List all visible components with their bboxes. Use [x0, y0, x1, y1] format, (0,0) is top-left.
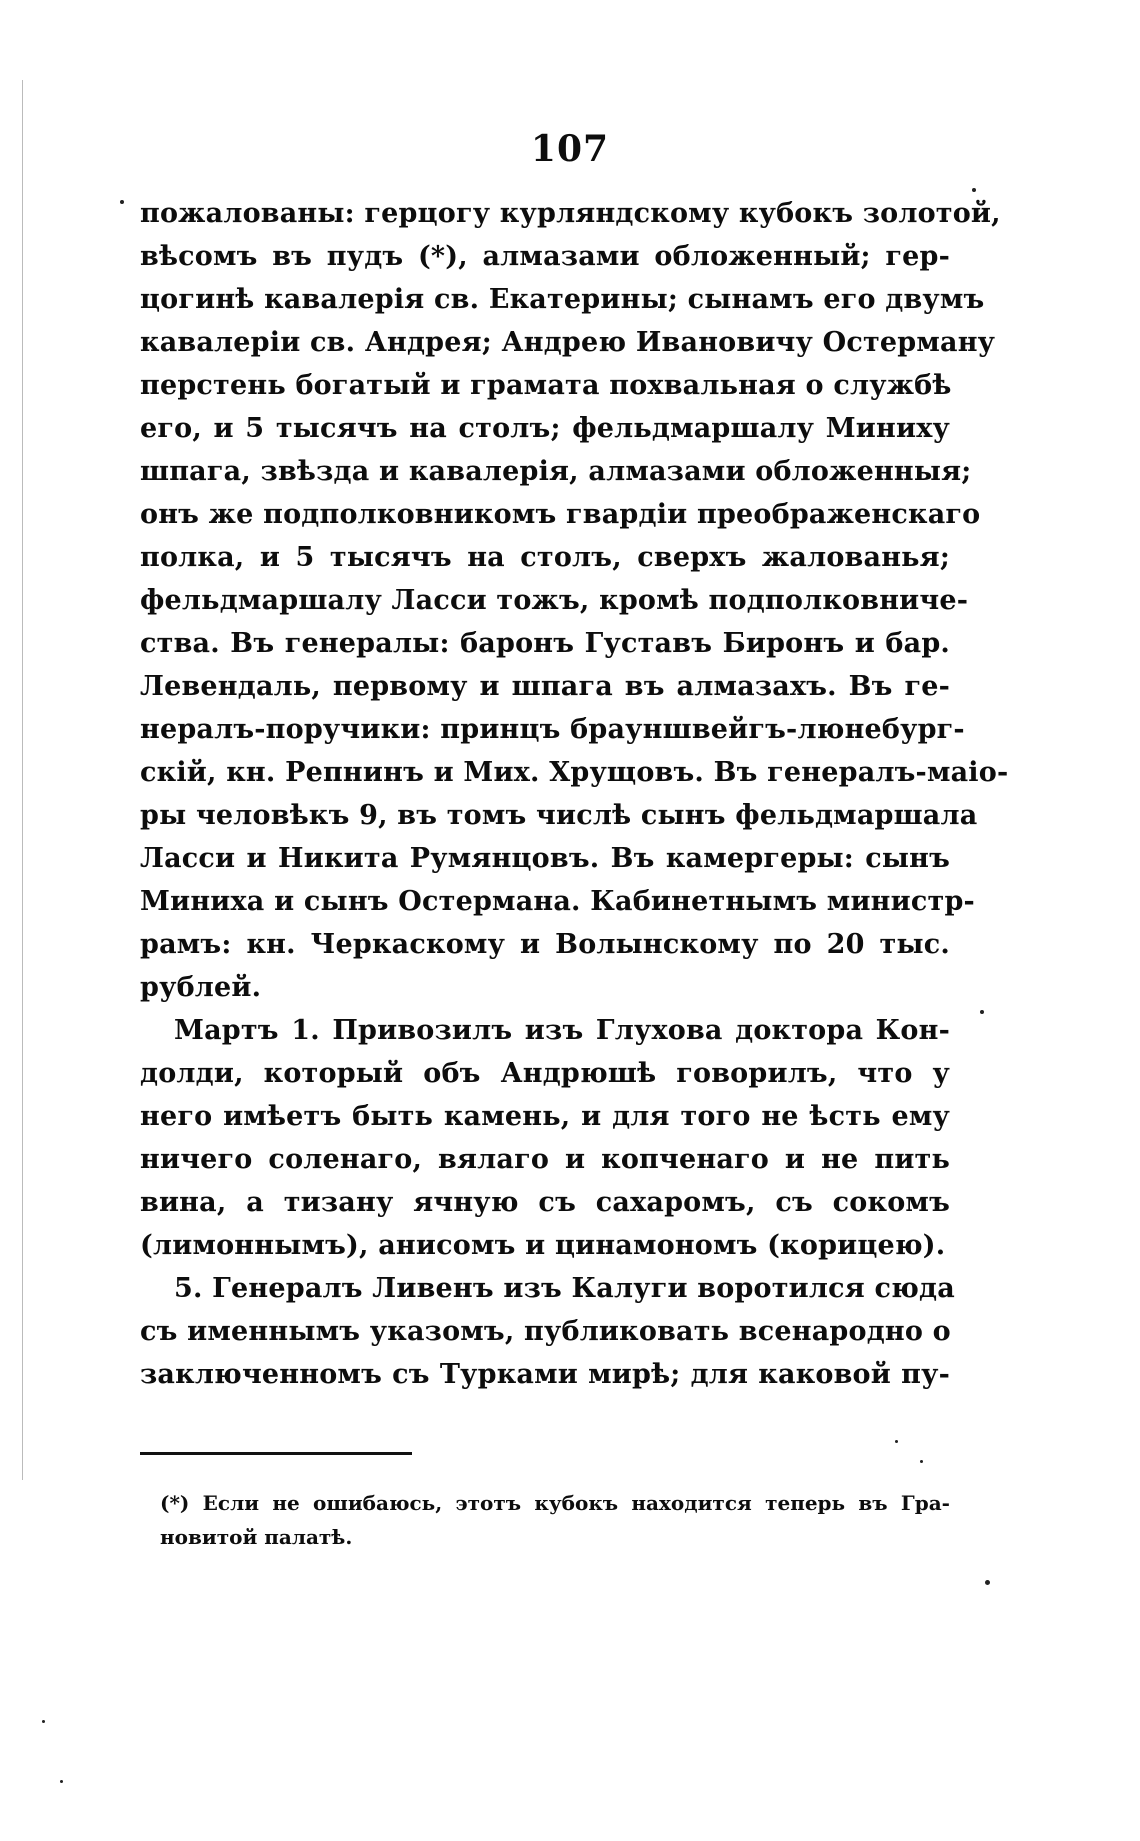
text-line: ства. Въ генералы: баронъ Густавъ Биронъ и бар.: [140, 628, 950, 659]
text-line: съ именнымъ указомъ, публиковать всенародно о: [140, 1316, 951, 1347]
text-line: кавалеріи св. Андрея; Андрею Ивановичу Остерману: [140, 327, 996, 358]
text-line: его, и 5 тысячъ на столъ; фельдмаршалу Миниху: [140, 413, 950, 444]
footnote: [160, 1486, 950, 1554]
text-line: ничего соленаго, вялаго и копченаго и не пить: [140, 1144, 950, 1175]
text-line: 5. Генералъ Ливенъ изъ Калуги воротился сюда: [174, 1273, 955, 1304]
footnote-line: (*) Если не ошибаюсь, этотъ кубокъ находится теперь въ Гра-: [160, 1491, 950, 1515]
scan-edge-line: [22, 80, 23, 1480]
text-line: шпага, звѣзда и кавалерія, алмазами обложенныя;: [140, 456, 972, 487]
scan-speck: [920, 1460, 923, 1463]
text-line: Мартъ 1. Привозилъ изъ Глухова доктора Кон-: [174, 1015, 950, 1046]
text-line: долди, который объ Андрюшѣ говорилъ, что у: [140, 1058, 950, 1089]
text-line: фельдмаршалу Ласси тожъ, кромѣ подполковниче-: [140, 585, 969, 616]
text-line: Миниха и сынъ Остермана. Кабинетнымъ министр-: [140, 886, 975, 917]
text-line: вина, а тизану ячную съ сахаромъ, съ сокомъ: [140, 1187, 950, 1218]
scan-speck: [895, 1440, 898, 1443]
scan-speck: [120, 200, 124, 204]
footnote-line: новитой палатѣ.: [160, 1525, 353, 1549]
main-text: [140, 192, 1009, 1396]
text-line: пожалованы: герцогу курляндскому кубокъ золотой,: [140, 198, 1001, 229]
text-line: перстень богатый и грамата похвальная о службѣ: [140, 370, 952, 401]
text-line: рамъ: кн. Черкаскому и Волынскому по 20 тыс.: [140, 929, 950, 960]
text-line: рублей.: [140, 972, 262, 1003]
scan-speck: [60, 1780, 63, 1783]
scan-speck: [985, 1580, 990, 1585]
text-line: (лимоннымъ), анисомъ и цинамономъ (корицею).: [140, 1230, 946, 1261]
text-line: ры человѣкъ 9, въ томъ числѣ сынъ фельдмаршала: [140, 800, 978, 831]
text-line: полка, и 5 тысячъ на столъ, сверхъ жалованья;: [140, 542, 950, 573]
scan-speck: [980, 1010, 984, 1014]
text-line: цогинѣ кавалерія св. Екатерины; сынамъ его двумъ: [140, 284, 985, 315]
text-line: него имѣетъ быть камень, и для того не ѣсть ему: [140, 1101, 950, 1132]
scan-speck: [972, 188, 976, 192]
footnote-divider: [140, 1452, 412, 1455]
text-line: вѣсомъ въ пудъ (*), алмазами обложенный; гер-: [140, 241, 950, 272]
text-line: Левендаль, первому и шпага въ алмазахъ. Въ ге-: [140, 671, 950, 702]
text-line: онъ же подполковникомъ гвардіи преображенскаго: [140, 499, 981, 530]
text-line: Ласси и Никита Румянцовъ. Въ камергеры: сынъ: [140, 843, 950, 874]
text-line: нералъ-поручики: принцъ брауншвейгъ-люнебург-: [140, 714, 965, 745]
text-line: скій, кн. Репнинъ и Мих. Хрущовъ. Въ генералъ-маіо-: [140, 757, 1009, 788]
scan-speck: [42, 1720, 45, 1723]
page-number: 107: [530, 128, 610, 170]
text-line: заключенномъ съ Турками мирѣ; для каковой пу-: [140, 1359, 950, 1390]
